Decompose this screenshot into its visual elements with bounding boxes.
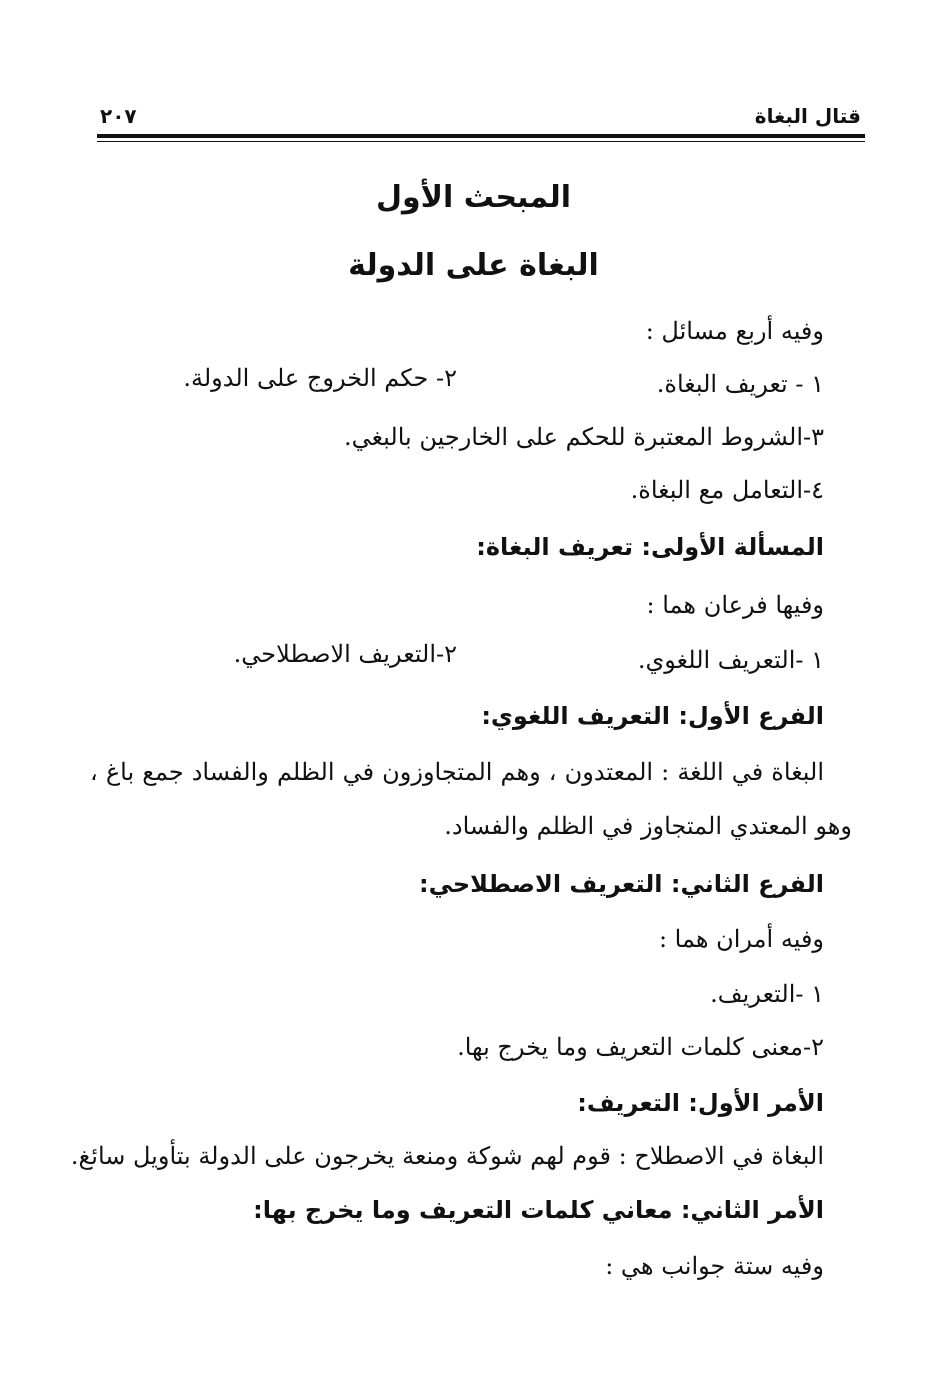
branch2-item-2: ٢-معنى كلمات التعريف وما يخرج بها. xyxy=(457,1033,824,1061)
branch2-heading: الفرع الثاني: التعريف الاصطلاحي: xyxy=(418,870,824,898)
intro-item-2: ٢- حكم الخروج على الدولة. xyxy=(183,364,457,392)
intro-item-4: ٤-التعامل مع البغاة. xyxy=(630,476,824,504)
matter1-heading: الأمر الأول: التعريف: xyxy=(577,1089,824,1117)
branch1-line-1: البغاة في اللغة : المعتدون ، وهم المتجاوزون في الظلم والفساد جمع باغ ، xyxy=(90,758,824,786)
issue1-intro: وفيها فرعان هما : xyxy=(646,591,824,619)
issue1-item-2: ٢-التعريف الاصطلاحي. xyxy=(233,640,457,668)
intro-item-1: ١ - تعريف البغاة. xyxy=(656,370,824,398)
chapter-title: المبحث الأول xyxy=(375,180,572,215)
chapter-subtitle: البغاة على الدولة xyxy=(348,248,599,283)
header-rule-thin xyxy=(97,141,865,142)
matter2-text: وفيه ستة جوانب هي : xyxy=(605,1252,824,1280)
page-number: ٢٠٧ xyxy=(100,104,137,128)
matter1-text: البغاة في الاصطلاح : قوم لهم شوكة ومنعة يخرجون على الدولة بتأويل سائغ. xyxy=(70,1142,824,1170)
branch1-line-2: وهو المعتدي المتجاوز في الظلم والفساد. xyxy=(444,812,852,840)
intro-line: وفيه أربع مسائل : xyxy=(645,317,824,345)
header-rule-thick xyxy=(97,134,865,138)
branch2-item-1: ١ -التعريف. xyxy=(710,980,824,1008)
matter2-heading: الأمر الثاني: معاني كلمات التعريف وما يخرج بها: xyxy=(253,1196,824,1224)
intro-item-3: ٣-الشروط المعتبرة للحكم على الخارجين بالبغي. xyxy=(343,423,824,451)
branch2-intro: وفيه أمران هما : xyxy=(658,925,824,953)
running-title: قتال البغاة xyxy=(754,104,861,128)
issue1-heading: المسألة الأولى: تعريف البغاة: xyxy=(476,533,824,561)
issue1-item-1: ١ -التعريف اللغوي. xyxy=(637,646,824,674)
branch1-heading: الفرع الأول: التعريف اللغوي: xyxy=(481,702,824,730)
